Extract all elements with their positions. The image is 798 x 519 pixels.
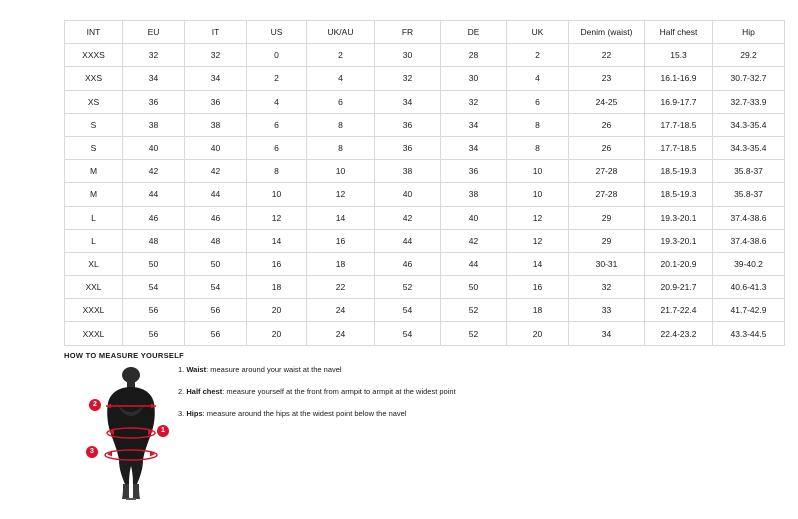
cell-hip: 34.3-35.4 [713, 113, 785, 136]
instruction-waist [178, 364, 598, 376]
cell-hip: 43.3-44.5 [713, 322, 785, 345]
cell-it: 56 [185, 299, 247, 322]
cell-uk-au: 12 [307, 183, 375, 206]
cell-fr: 36 [375, 113, 441, 136]
cell-int: XXXL [65, 322, 123, 345]
column-header-hip: Hip [713, 21, 785, 44]
cell-half-chest: 19.3-20.1 [645, 229, 713, 252]
cell-uk-au: 6 [307, 90, 375, 113]
cell-hip: 30.7-32.7 [713, 67, 785, 90]
cell-us: 2 [247, 67, 307, 90]
cell-us: 10 [247, 183, 307, 206]
cell-int: XXXL [65, 299, 123, 322]
cell-denim-waist: 24-25 [569, 90, 645, 113]
cell-uk-au: 2 [307, 44, 375, 67]
cell-half-chest: 19.3-20.1 [645, 206, 713, 229]
cell-denim-waist: 22 [569, 44, 645, 67]
how-to-measure-title: HOW TO MEASURE YOURSELF [64, 351, 184, 360]
cell-hip: 29.2 [713, 44, 785, 67]
cell-uk: 10 [507, 160, 569, 183]
cell-hip: 34.3-35.4 [713, 136, 785, 159]
cell-de: 32 [441, 90, 507, 113]
column-header-uk-au: UK/AU [307, 21, 375, 44]
cell-int: S [65, 113, 123, 136]
cell-de: 52 [441, 299, 507, 322]
column-header-it: IT [185, 21, 247, 44]
cell-us: 4 [247, 90, 307, 113]
column-header-eu: EU [123, 21, 185, 44]
cell-uk: 4 [507, 67, 569, 90]
cell-denim-waist: 33 [569, 299, 645, 322]
cell-eu: 32 [123, 44, 185, 67]
table-row [65, 67, 785, 90]
cell-half-chest: 15.3 [645, 44, 713, 67]
cell-us: 20 [247, 299, 307, 322]
cell-us: 6 [247, 136, 307, 159]
cell-half-chest: 16.1-16.9 [645, 67, 713, 90]
table-header [65, 21, 785, 44]
cell-eu: 42 [123, 160, 185, 183]
cell-uk: 6 [507, 90, 569, 113]
cell-hip: 37.4-38.6 [713, 206, 785, 229]
instruction-number: 1. [178, 365, 185, 374]
cell-it: 42 [185, 160, 247, 183]
how-to-measure-instructions [178, 364, 598, 430]
cell-uk: 10 [507, 183, 569, 206]
table-row [65, 90, 785, 113]
cell-fr: 46 [375, 252, 441, 275]
cell-it: 54 [185, 276, 247, 299]
cell-uk-au: 4 [307, 67, 375, 90]
cell-eu: 38 [123, 113, 185, 136]
instruction-text: : measure around your waist at the navel [206, 365, 342, 374]
column-header-de: DE [441, 21, 507, 44]
cell-it: 40 [185, 136, 247, 159]
cell-it: 36 [185, 90, 247, 113]
cell-int: XS [65, 90, 123, 113]
cell-us: 8 [247, 160, 307, 183]
cell-eu: 56 [123, 322, 185, 345]
cell-uk: 2 [507, 44, 569, 67]
cell-hip: 35.8-37 [713, 183, 785, 206]
cell-fr: 40 [375, 183, 441, 206]
cell-uk: 8 [507, 113, 569, 136]
cell-fr: 30 [375, 44, 441, 67]
cell-de: 52 [441, 322, 507, 345]
cell-eu: 46 [123, 206, 185, 229]
cell-half-chest: 21.7-22.4 [645, 299, 713, 322]
size-chart-table-container [64, 20, 767, 346]
instruction-term: Waist [186, 365, 207, 374]
cell-half-chest: 17.7-18.5 [645, 136, 713, 159]
cell-half-chest: 20.1-20.9 [645, 252, 713, 275]
cell-eu: 56 [123, 299, 185, 322]
cell-eu: 54 [123, 276, 185, 299]
cell-denim-waist: 27-28 [569, 160, 645, 183]
table-header-row [65, 21, 785, 44]
cell-uk-au: 24 [307, 322, 375, 345]
cell-fr: 44 [375, 229, 441, 252]
cell-uk: 12 [507, 229, 569, 252]
cell-fr: 54 [375, 299, 441, 322]
cell-uk-au: 14 [307, 206, 375, 229]
cell-it: 48 [185, 229, 247, 252]
figure-badge-half-chest: 2 [89, 399, 101, 411]
cell-int: XXL [65, 276, 123, 299]
column-header-us: US [247, 21, 307, 44]
cell-it: 34 [185, 67, 247, 90]
cell-us: 20 [247, 322, 307, 345]
cell-int: M [65, 183, 123, 206]
column-header-fr: FR [375, 21, 441, 44]
instruction-term: Hips [186, 409, 203, 418]
cell-half-chest: 18.5-19.3 [645, 160, 713, 183]
cell-denim-waist: 29 [569, 206, 645, 229]
cell-fr: 36 [375, 136, 441, 159]
table-row [65, 113, 785, 136]
cell-half-chest: 22.4-23.2 [645, 322, 713, 345]
table-row [65, 44, 785, 67]
instruction-hips [178, 408, 598, 420]
cell-fr: 42 [375, 206, 441, 229]
cell-fr: 32 [375, 67, 441, 90]
column-header-uk: UK [507, 21, 569, 44]
cell-uk: 14 [507, 252, 569, 275]
column-header-int: INT [65, 21, 123, 44]
cell-denim-waist: 23 [569, 67, 645, 90]
cell-eu: 48 [123, 229, 185, 252]
column-header-denim-waist: Denim (waist) [569, 21, 645, 44]
cell-int: XXXS [65, 44, 123, 67]
cell-de: 40 [441, 206, 507, 229]
cell-half-chest: 16.9-17.7 [645, 90, 713, 113]
cell-de: 42 [441, 229, 507, 252]
figure-badge-waist: 1 [157, 425, 169, 437]
cell-us: 14 [247, 229, 307, 252]
cell-de: 28 [441, 44, 507, 67]
table-row [65, 252, 785, 275]
cell-int: M [65, 160, 123, 183]
cell-uk-au: 18 [307, 252, 375, 275]
cell-fr: 54 [375, 322, 441, 345]
cell-denim-waist: 30-31 [569, 252, 645, 275]
cell-it: 50 [185, 252, 247, 275]
instruction-term: Half chest [186, 387, 223, 396]
cell-denim-waist: 29 [569, 229, 645, 252]
cell-us: 6 [247, 113, 307, 136]
cell-half-chest: 20.9-21.7 [645, 276, 713, 299]
cell-us: 16 [247, 252, 307, 275]
cell-denim-waist: 27-28 [569, 183, 645, 206]
column-header-half-chest: Half chest [645, 21, 713, 44]
cell-denim-waist: 26 [569, 136, 645, 159]
cell-uk-au: 24 [307, 299, 375, 322]
cell-half-chest: 17.7-18.5 [645, 113, 713, 136]
cell-uk-au: 16 [307, 229, 375, 252]
cell-uk-au: 8 [307, 113, 375, 136]
cell-us: 0 [247, 44, 307, 67]
size-chart-table [64, 20, 785, 346]
cell-de: 44 [441, 252, 507, 275]
cell-int: L [65, 206, 123, 229]
cell-de: 34 [441, 136, 507, 159]
cell-uk-au: 8 [307, 136, 375, 159]
cell-hip: 40.6-41.3 [713, 276, 785, 299]
cell-uk: 12 [507, 206, 569, 229]
table-row [65, 160, 785, 183]
cell-hip: 39-40.2 [713, 252, 785, 275]
instruction-number: 2. [178, 387, 185, 396]
cell-hip: 41.7-42.9 [713, 299, 785, 322]
cell-it: 56 [185, 322, 247, 345]
cell-eu: 34 [123, 67, 185, 90]
cell-us: 12 [247, 206, 307, 229]
cell-de: 36 [441, 160, 507, 183]
cell-de: 38 [441, 183, 507, 206]
instruction-half-chest [178, 386, 598, 398]
instruction-text: : measure around the hips at the widest point below the navel [202, 409, 407, 418]
table-body [65, 44, 785, 345]
cell-uk-au: 10 [307, 160, 375, 183]
instruction-text: : measure yourself at the front from armpit to armpit at the widest point [222, 387, 456, 396]
figure-badge-hips: 3 [86, 446, 98, 458]
table-row [65, 229, 785, 252]
cell-hip: 35.8-37 [713, 160, 785, 183]
cell-hip: 37.4-38.6 [713, 229, 785, 252]
cell-uk: 18 [507, 299, 569, 322]
cell-it: 44 [185, 183, 247, 206]
cell-half-chest: 18.5-19.3 [645, 183, 713, 206]
cell-eu: 36 [123, 90, 185, 113]
cell-int: L [65, 229, 123, 252]
cell-fr: 34 [375, 90, 441, 113]
cell-fr: 52 [375, 276, 441, 299]
instruction-number: 3. [178, 409, 185, 418]
cell-it: 32 [185, 44, 247, 67]
cell-int: XXS [65, 67, 123, 90]
cell-denim-waist: 32 [569, 276, 645, 299]
cell-us: 18 [247, 276, 307, 299]
cell-uk: 16 [507, 276, 569, 299]
cell-it: 46 [185, 206, 247, 229]
cell-hip: 32.7-33.9 [713, 90, 785, 113]
table-row [65, 299, 785, 322]
cell-eu: 40 [123, 136, 185, 159]
table-row [65, 206, 785, 229]
cell-uk: 8 [507, 136, 569, 159]
cell-it: 38 [185, 113, 247, 136]
cell-int: S [65, 136, 123, 159]
measurement-figure [86, 365, 176, 500]
table-row [65, 322, 785, 345]
cell-uk-au: 22 [307, 276, 375, 299]
cell-int: XL [65, 252, 123, 275]
cell-eu: 44 [123, 183, 185, 206]
cell-de: 50 [441, 276, 507, 299]
cell-uk: 20 [507, 322, 569, 345]
table-row [65, 276, 785, 299]
cell-de: 34 [441, 113, 507, 136]
cell-eu: 50 [123, 252, 185, 275]
cell-de: 30 [441, 67, 507, 90]
table-row [65, 183, 785, 206]
table-row [65, 136, 785, 159]
cell-fr: 38 [375, 160, 441, 183]
cell-denim-waist: 34 [569, 322, 645, 345]
cell-denim-waist: 26 [569, 113, 645, 136]
